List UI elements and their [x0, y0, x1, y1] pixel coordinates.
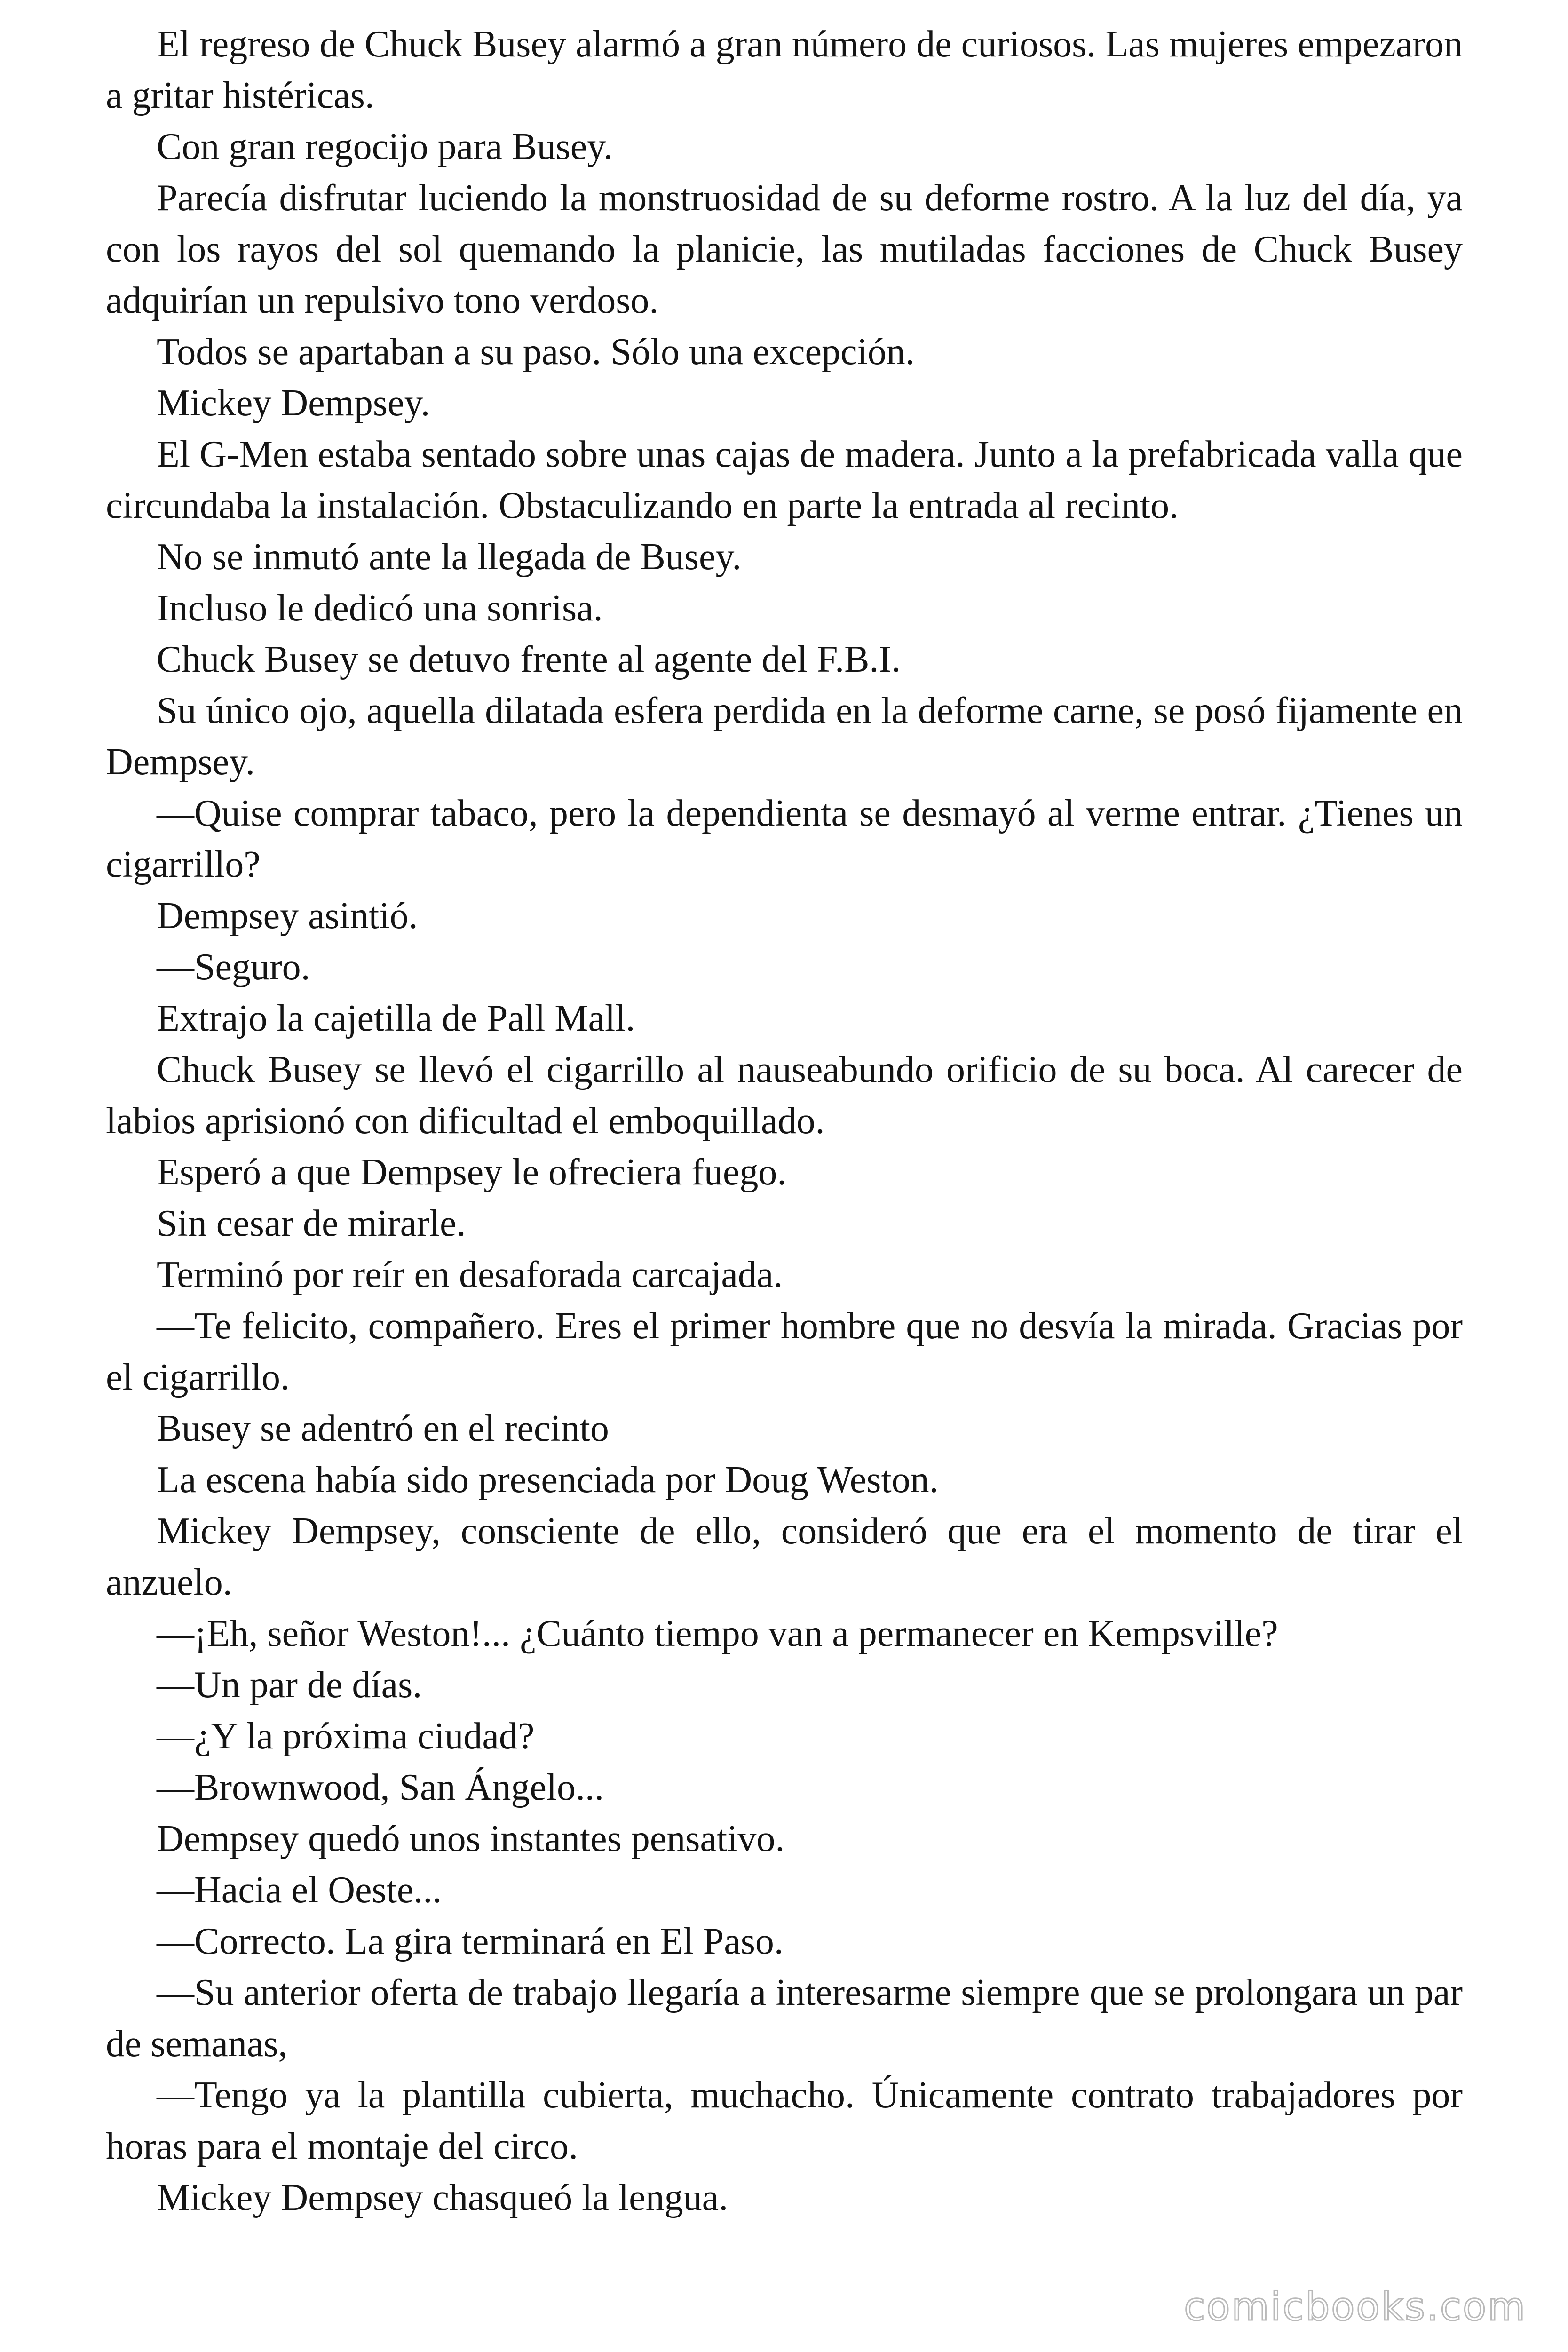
paragraph: —Un par de días. [157, 1664, 422, 1706]
paragraph: Terminó por reír en desaforada carcajada. [157, 1254, 783, 1295]
paragraph: Extrajo la cajetilla de Pall Mall. [157, 998, 635, 1039]
paragraph: Parecía disfrutar luciendo la monstruosidad de su deforme rostro. A la luz del día, ya con los rayos del sol quemando la planicie, las mutiladas facciones de Chuck Busey adquirían un repulsivo tono verdoso. [106, 177, 1463, 321]
paragraph: Esperó a que Dempsey le ofreciera fuego. [157, 1152, 787, 1193]
paragraph: Mickey Dempsey. [157, 382, 430, 424]
paragraph: Busey se adentró en el recinto [157, 1408, 609, 1449]
paragraph: Su único ojo, aquella dilatada esfera perdida en la deforme carne, se posó fijamente en Dempsey. [106, 690, 1463, 783]
paragraph: —Quise comprar tabaco, pero la dependienta se desmayó al verme entrar. ¿Tienes un cigarrillo? [106, 793, 1463, 885]
paragraph: —Tengo ya la plantilla cubierta, muchacho. Únicamente contrato trabajadores por horas para el montaje del circo. [106, 2074, 1463, 2167]
paragraph: Sin cesar de mirarle. [157, 1203, 466, 1244]
paragraph: —Brownwood, San Ángelo... [157, 1767, 604, 1808]
paragraph: Chuck Busey se llevó el cigarrillo al nauseabundo orificio de su boca. Al carecer de labios aprisionó con dificultad el emboquillado. [106, 1049, 1463, 1142]
paragraph: —Hacia el Oeste... [157, 1869, 442, 1911]
paragraph: Con gran regocijo para Busey. [157, 126, 613, 167]
paragraph: No se inmutó ante la llegada de Busey. [157, 536, 742, 578]
paragraph: —¡Eh, señor Weston!... ¿Cuánto tiempo van a permanecer en Kempsville? [157, 1613, 1278, 1654]
paragraph: Dempsey quedó unos instantes pensativo. [157, 1818, 785, 1859]
paragraph: Mickey Dempsey chasqueó la lengua. [157, 2177, 729, 2218]
paragraph: —Su anterior oferta de trabajo llegaría a interesarme siempre que se prolongara un par de semanas, [106, 1972, 1463, 2065]
paragraph: —Correcto. La gira terminará en El Paso. [157, 1921, 784, 1962]
paragraph: Chuck Busey se detuvo frente al agente del F.B.I. [157, 639, 901, 680]
paragraph: El regreso de Chuck Busey alarmó a gran número de curiosos. Las mujeres empezaron a gritar histéricas. [106, 24, 1463, 116]
paragraph: Dempsey asintió. [157, 895, 418, 937]
paragraph: La escena había sido presenciada por Doug Weston. [157, 1459, 939, 1501]
paragraph: Mickey Dempsey, consciente de ello, consideró que era el momento de tirar el anzuelo. [106, 1510, 1463, 1603]
page-text [106, 19, 1463, 2224]
paragraph: —¿Y la próxima ciudad? [157, 1716, 535, 1757]
watermark: comicbooks.com [1184, 2285, 1527, 2329]
paragraph: —Te felicito, compañero. Eres el primer hombre que no desvía la mirada. Gracias por el cigarrillo. [106, 1305, 1463, 1398]
paragraph: —Seguro. [157, 946, 310, 988]
paragraph: Incluso le dedicó una sonrisa. [157, 588, 603, 629]
paragraph: El G-Men estaba sentado sobre unas cajas de madera. Junto a la prefabricada valla que circundaba la instalación. Obstaculizando en parte la entrada al recinto. [106, 434, 1463, 526]
paragraph: Todos se apartaban a su paso. Sólo una excepción. [157, 331, 915, 373]
